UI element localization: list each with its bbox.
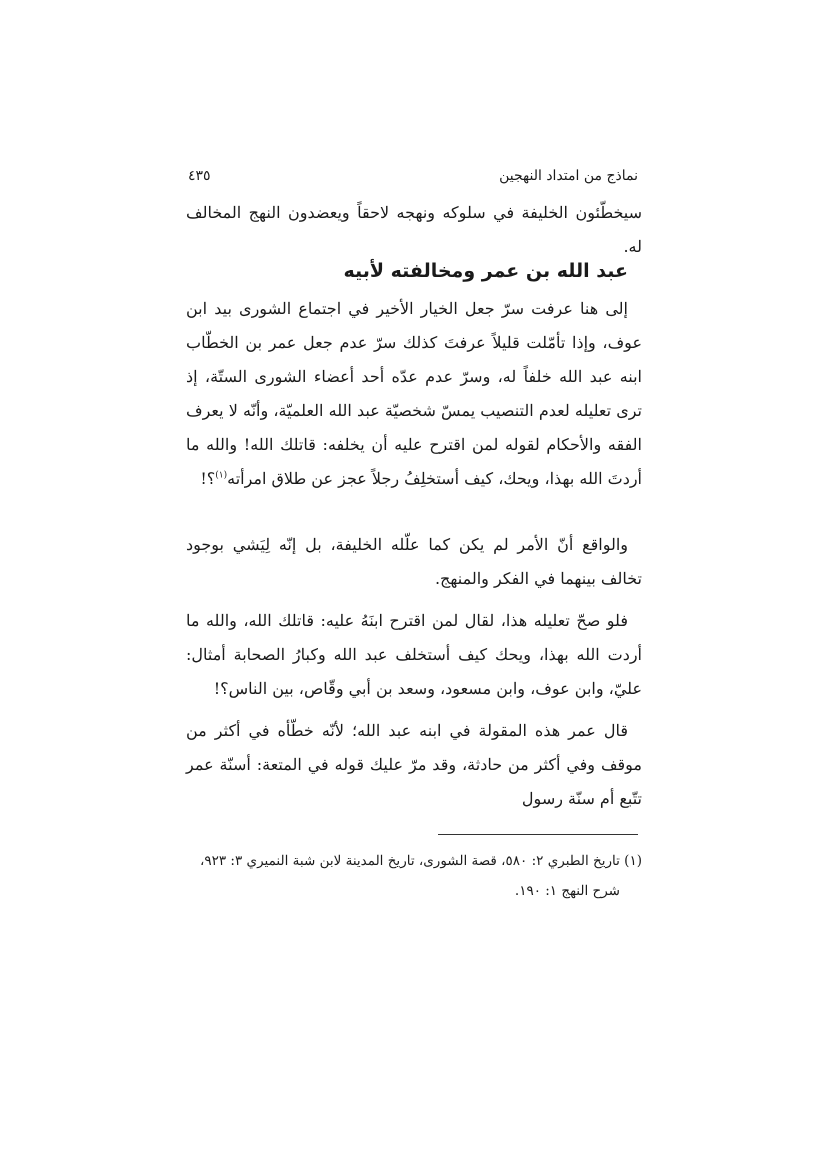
running-header	[188, 163, 638, 189]
paragraph-4-text: قال عمر هذه المقولة في ابنه عبد الله؛ لأنّه خطّأه في أكثر من موقف وفي أكثر من حادثة، وقد مرّ عليك قوله في المتعة: أسنّة عمر تتّبع أم سنّة رسول	[186, 721, 642, 808]
paragraph-1-end: ؟!	[200, 469, 216, 488]
paragraph-1-text: إلى هنا عرفت سرّ جعل الخيار الأخير في اجتماع الشورى بيد ابن عوف، وإذا تأمّلت قليلاً عرفتَ كذلك سرّ عدم جعل عمر بن الخطّاب ابنه عبد الله خلفاً له، وسرّ عدم عدّه أحد أعضاء الشورى الستّة، إذ ترى تعليله لعدم التنصيب يمسّ شخصيّة عبد الله العلميّة، وأنّه لا يعرف الفقه والأحكام لقوله لمن اقترح عليه أن يخلفه: قاتلك الله! والله ما أردتَ الله بهذا، ويحك، كيف أستخلِفُ رجلاً عجز عن طلاق امرأته	[186, 299, 642, 488]
paragraph-2	[186, 528, 642, 596]
running-title: نماذج من امتداد النهجين	[499, 168, 638, 184]
page-number: ٤٣٥	[188, 168, 211, 184]
paragraph-4	[186, 714, 642, 816]
footnote-line-1: (١) تاريخ الطبري ٢: ٥٨٠، قصة الشورى، تاريخ المدينة لابن شبة النميري ٣: ٩٢٣،	[200, 853, 642, 869]
footnote-divider	[438, 834, 638, 835]
section-heading: عبد الله بن عمر ومخالفته لأبيه	[343, 260, 628, 282]
footnote-reference[interactable]: (١)	[215, 470, 228, 481]
paragraph-3-text: فلو صحّ تعليله هذا، لقال لمن اقترح ابنَهُ عليه: قاتلك الله، والله ما أردت الله بهذا، ويحك كيف أستخلف عبد الله وكبارُ الصحابة أمثال: عليّ، وابن عوف، وابن مسعود، وسعد بن أبي وقّاص، بين الناس؟!	[186, 611, 642, 698]
intro-text: سيخطّئون الخليفة في سلوكه ونهجه لاحقاً ويعضدون النهج المخالف له.	[186, 203, 642, 256]
paragraph-3	[186, 604, 642, 706]
footnote	[186, 846, 642, 906]
paragraph-1	[186, 292, 642, 496]
paragraph-2-text: والواقع أنّ الأمر لم يكن كما علّله الخليفة، بل إنّه لِيَشي بوجود تخالف بينهما في الفكر والمنهج.	[186, 535, 642, 588]
intro-paragraph	[186, 196, 642, 264]
footnote-line-2: شرح النهج ١: ١٩٠.	[514, 883, 620, 899]
